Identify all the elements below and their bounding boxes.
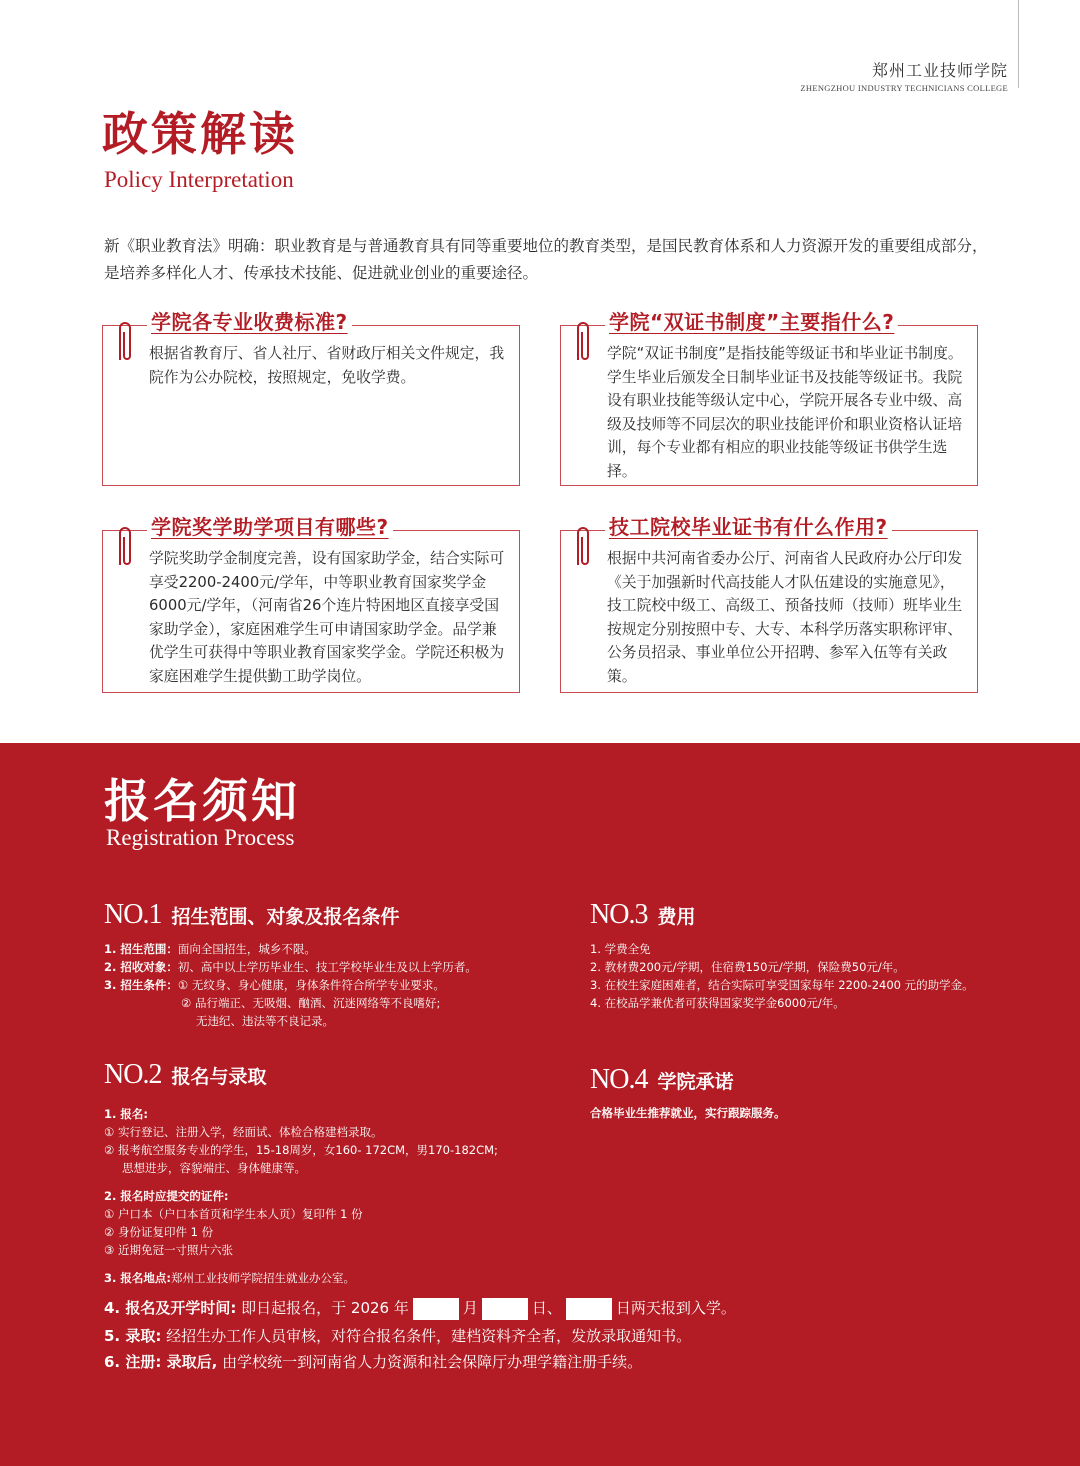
- policy-card-fees: [102, 310, 520, 486]
- policy-title: 政策解读: [102, 107, 298, 161]
- policy-card-title: 学院奖学助学项目有哪些?: [147, 511, 393, 540]
- list-item: ② 身份证复印件 1 份: [104, 1225, 214, 1239]
- list-item: 2. 报名时应提交的证件:: [104, 1189, 229, 1203]
- section-number: NO.2: [104, 1059, 162, 1090]
- policy-card-body: 学院奖助学金制度完善，设有国家助学金，结合实际可享受2200-2400元/学年，中等职业教育国家奖学金6000元/学年，（河南省26个连片特困地区直接享受国家助学金），家庭困难学生可申请国家助学金。品学兼优学生可获得中等职业教育国家奖学金。学院还积极为家庭困难学生提供勤工助学岗位。: [149, 550, 505, 685]
- college-name-en: ZHENGZHOU INDUSTRY TECHNICIANS COLLEGE: [800, 83, 1008, 93]
- day-blank-field: [482, 1298, 528, 1320]
- list-item: 无违纪、违法等不良记录。: [196, 1014, 334, 1028]
- policy-card-diploma: [560, 515, 978, 693]
- enrollment-registration-line: 6. 注册: 录取后, 由学校统一到河南省人力资源和社会保障厅办理学籍注册手续。: [104, 1353, 643, 1371]
- month-blank-field: [413, 1298, 459, 1320]
- policy-card-dual-certificate: [560, 310, 978, 486]
- section-no2-content: [104, 1105, 564, 1287]
- policy-card-title: 技工院校毕业证书有什么作用?: [605, 511, 892, 540]
- section-name: 招生范围、对象及报名条件: [171, 906, 400, 928]
- section-no3-heading: [590, 899, 695, 931]
- day2-blank-field: [566, 1298, 612, 1320]
- list-item: 1. 招生范围：面向全国招生，城乡不限。: [104, 942, 316, 956]
- section-no4-heading: [590, 1064, 733, 1096]
- paperclip-icon: [113, 316, 135, 366]
- list-item: 2. 招收对象：初、高中以上学历毕业生、技工学校毕业生及以上学历者。: [104, 960, 477, 974]
- registration-time-line: 4. 报名及开学时间: 即日起报名，于 2026 年 月 日、 日两天报到入学。: [104, 1295, 736, 1322]
- list-item: ① 户口本（户口本首页和学生本人页）复印件 1 份: [104, 1207, 363, 1221]
- section-no3-content: [590, 940, 1020, 1012]
- list-item: 3. 招生条件：① 无纹身、身心健康，身体条件符合所学专业要求。: [104, 978, 445, 992]
- list-item: ② 报考航空服务专业的学生，15-18周岁，女160- 172CM，男170-182CM;: [104, 1143, 498, 1157]
- list-item: 合格毕业生推荐就业，实行跟踪服务。: [590, 1106, 786, 1120]
- paperclip-icon: [113, 521, 135, 571]
- list-item: 3. 在校生家庭困难者，结合实际可享受国家每年 2200-2400 元的助学金。: [590, 978, 974, 992]
- list-item: ② 品行端正、无吸烟、酗酒、沉迷网络等不良嗜好;: [181, 996, 441, 1010]
- policy-intro: 新《职业教育法》明确：职业教育是与普通教育具有同等重要地位的教育类型，是国民教育体系和人力资源开发的重要组成部分，是培养多样化人才、传承技术技能、促进就业创业的重要途径。: [104, 237, 988, 282]
- list-item: ① 实行登记、注册入学，经面试、体检合格建档录取。: [104, 1125, 383, 1139]
- policy-card-body: 根据省教育厅、省人社厅、省财政厅相关文件规定，我院作为公办院校，按照规定，免收学费。: [149, 345, 505, 386]
- list-item: 思想进步，容貌端庄、身体健康等。: [122, 1161, 306, 1175]
- section-number: NO.4: [590, 1064, 648, 1095]
- college-name-cn: 郑州工业技师学院: [871, 61, 1008, 80]
- registration-title: 报名须知: [104, 774, 300, 828]
- section-no1-content: [104, 940, 544, 1030]
- section-number: NO.3: [590, 899, 648, 930]
- policy-subtitle: Policy Interpretation: [104, 167, 294, 192]
- section-name: 学院承诺: [657, 1071, 734, 1093]
- list-item: 4. 在校品学兼优者可获得国家奖学金6000元/年。: [590, 996, 845, 1010]
- section-number: NO.1: [104, 899, 162, 930]
- paperclip-icon: [571, 316, 593, 366]
- admission-line: 5. 录取: 经招生办工作人员审核，对符合报名条件，建档资料齐全者，发放录取通知书。: [104, 1327, 692, 1345]
- list-item: ③ 近期免冠一寸照片六张: [104, 1243, 233, 1257]
- policy-card-title: 学院“双证书制度”主要指什么?: [605, 306, 898, 335]
- policy-card-title: 学院各专业收费标准?: [147, 306, 352, 335]
- list-item: 2. 教材费200元/学期，住宿费150元/学期，保险费50元/年。: [590, 960, 905, 974]
- college-logo-block: [800, 58, 1008, 93]
- section-no2-heading: [104, 1059, 266, 1091]
- registration-subtitle: Registration Process: [106, 825, 295, 850]
- header-divider: [1018, 0, 1019, 88]
- policy-card-scholarship: [102, 515, 520, 693]
- section-name: 报名与录取: [171, 1066, 267, 1088]
- list-item: 1. 报名:: [104, 1107, 148, 1121]
- section-name: 费用: [657, 906, 696, 928]
- policy-card-body: 学院“双证书制度”是指技能等级证书和毕业证书制度。学生毕业后颁发全日制毕业证书及技能等级证书。我院设有职业技能等级认定中心，学院开展各专业中级、高级及技师等不同层次的职业技能评价和职业资格认证培训，每个专业都有相应的职业技能等级证书供学生选择。: [607, 345, 963, 480]
- registration-section: [0, 743, 1080, 1466]
- paperclip-icon: [571, 521, 593, 571]
- policy-card-body: 根据中共河南省委办公厅、河南省人民政府办公厅印发《关于加强新时代高技能人才队伍建设的实施意见》，技工院校中级工、高级工、预备技师（技师）班毕业生按规定分别按照中专、大专、本科学历落实职称评审、公务员招录、事业单位公开招聘、参军入伍等有关政策。: [607, 550, 963, 685]
- list-item: 1. 学费全免: [590, 942, 651, 956]
- list-item: 3. 报名地点:郑州工业技师学院招生就业办公室。: [104, 1271, 355, 1285]
- section-no4-content: [590, 1104, 1020, 1122]
- section-no1-heading: [104, 899, 399, 931]
